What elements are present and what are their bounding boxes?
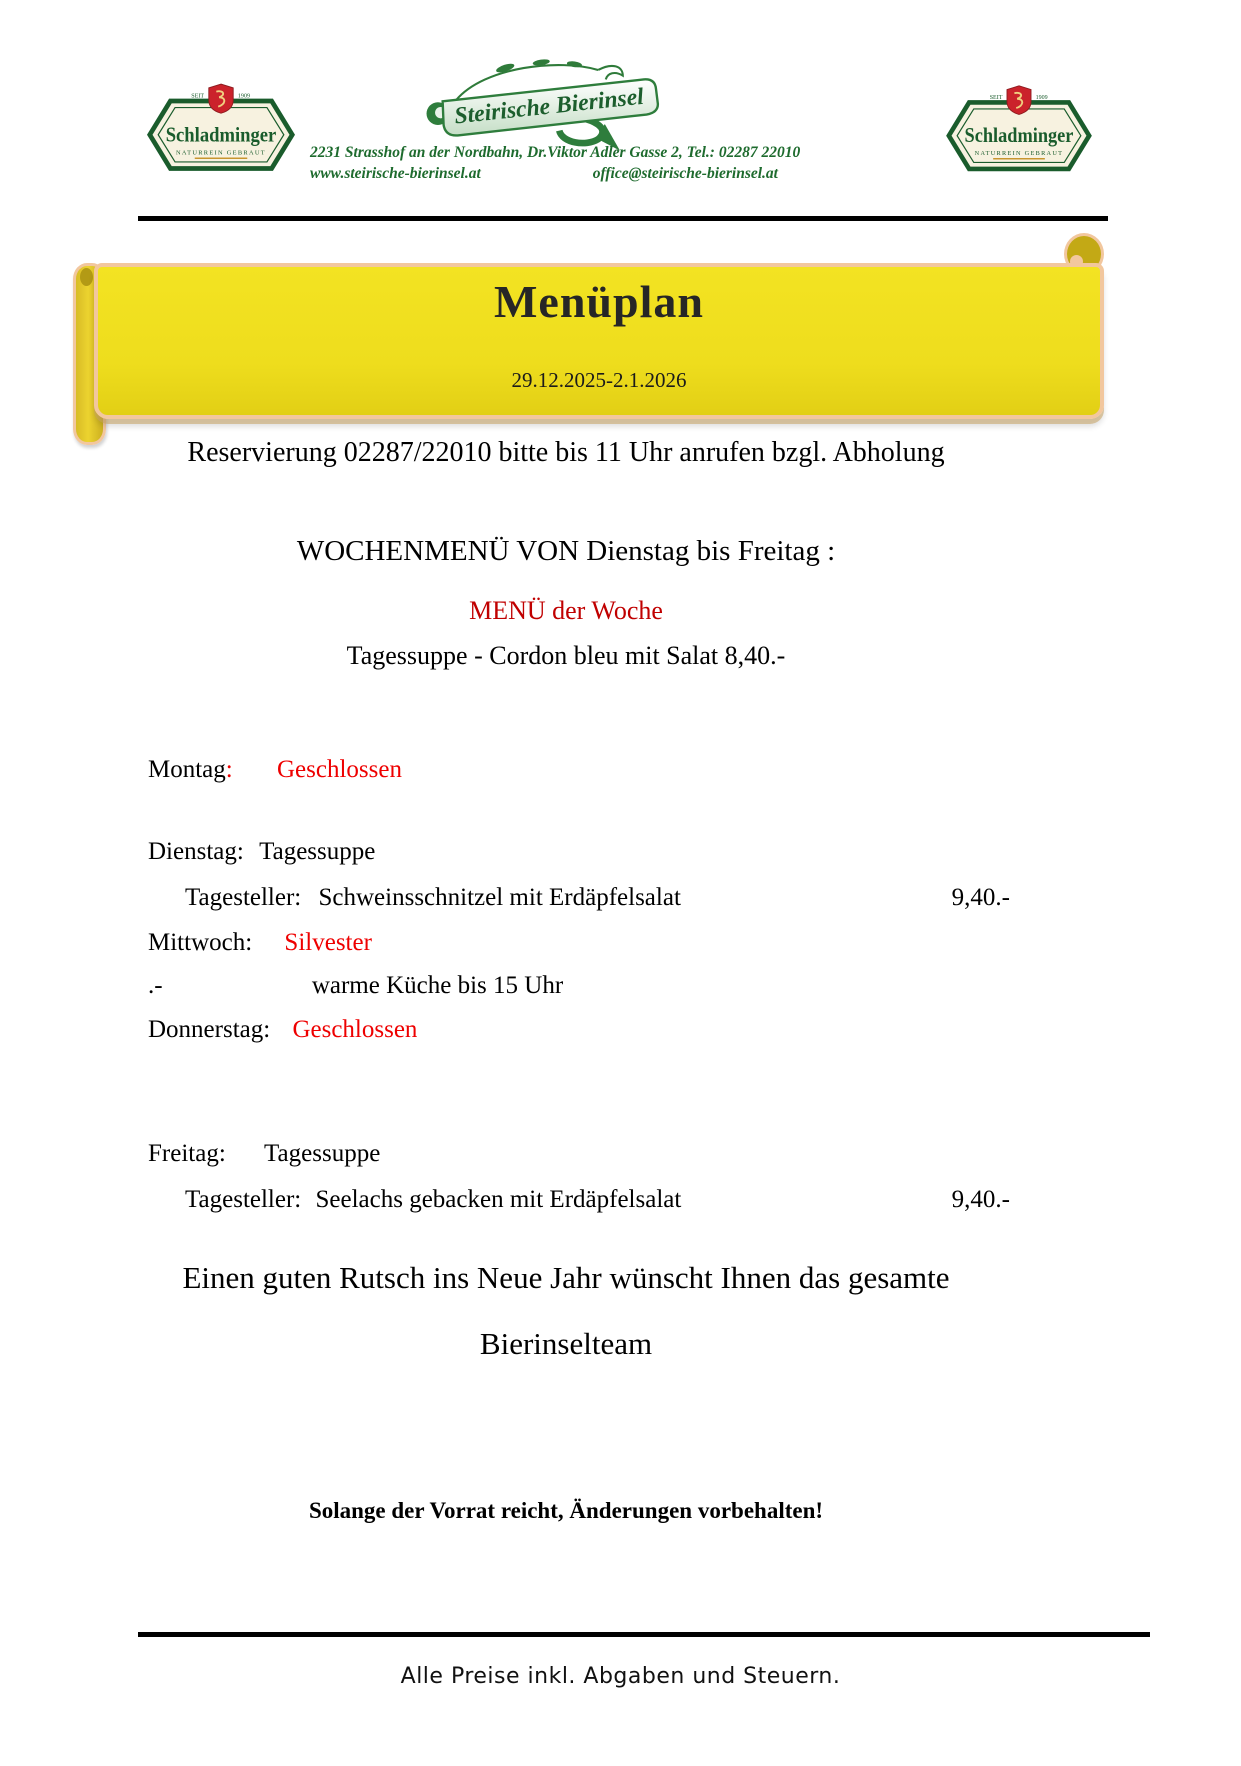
day-label: Montag: <box>148 756 233 783</box>
week-menu-subheading: MENÜ der Woche <box>469 596 663 625</box>
brand-name: Schladminger <box>964 123 1074 148</box>
day-dish: Tagessuppe <box>259 838 376 865</box>
schladminger-logo-right <box>944 84 1094 180</box>
crest-year-text: 1909 <box>1035 94 1048 101</box>
day-row-montag <box>122 756 1010 784</box>
dish-name: Schweinsschnitzel mit Erdäpfelsalat <box>318 884 681 911</box>
day-row-silvester-note <box>122 972 1010 1000</box>
website-text: www.steirische-bierinsel.at <box>310 165 481 182</box>
dish-price: 9,40.- <box>951 884 1010 911</box>
day-label: Dienstag: <box>148 838 244 865</box>
schladminger-logo-left <box>146 82 296 180</box>
note-text: warme Küche bis 15 Uhr <box>311 972 564 999</box>
reservation-note: Reservierung 02287/22010 bitte bis 11 Uhr anrufen bzgl. Abholung <box>187 437 945 468</box>
day-label: Freitag: <box>148 1140 226 1167</box>
ribbon-title-text: Steirische Bierinsel <box>453 83 645 130</box>
day-row-donnerstag <box>122 1016 1010 1044</box>
date-range: 29.12.2025-2.1.2026 <box>511 368 687 392</box>
day-row-freitag <box>122 1140 1010 1168</box>
day-status: Geschlossen <box>276 756 402 783</box>
dish-price: 9,40.- <box>951 1186 1010 1213</box>
brand-tagline: NATURREIN GEBRAUT <box>974 150 1064 158</box>
day-label: Mittwoch: <box>148 929 253 956</box>
day-status: Geschlossen <box>292 1016 418 1043</box>
email-text: office@steirische-bierinsel.at <box>592 165 778 182</box>
footer-note: Alle Preise inkl. Abgaben und Steuern. <box>400 1664 841 1689</box>
day-row-tagesteller-1 <box>122 884 1010 912</box>
day-dish: Tagessuppe <box>264 1140 381 1167</box>
brand-tagline: NATURREIN GEBRAUT <box>176 149 266 157</box>
week-menu-heading: WOCHENMENÜ VON Dienstag bis Freitag : <box>296 535 836 567</box>
disclaimer: Solange der Vorrat reicht, Änderungen vorbehalten! <box>308 1498 824 1523</box>
day-row-mittwoch <box>122 929 1010 957</box>
closing-line-1: Einen guten Rutsch ins Neue Jahr wünscht Ihnen das gesamte <box>182 1260 950 1295</box>
note-prefix: .- <box>148 972 163 999</box>
divider-top <box>138 216 1108 221</box>
page-title: Menüplan <box>494 276 704 327</box>
contact-block <box>310 144 801 183</box>
crest-seit-text: SEIT <box>989 94 1003 101</box>
day-row-dienstag <box>122 838 1010 866</box>
dish-label: Tagesteller: <box>185 1186 302 1213</box>
dish-label: Tagesteller: <box>185 884 302 911</box>
day-row-tagesteller-2 <box>122 1186 1010 1214</box>
address-line: 2231 Strasshof an der Nordbahn, Dr.Viktor Adler Gasse 2, Tel.: 02287 22010 <box>310 144 801 161</box>
week-menu-line: Tagessuppe - Cordon bleu mit Salat 8,40.- <box>346 641 786 670</box>
crest-year-text: 1909 <box>237 93 251 100</box>
menu-banner <box>94 263 1104 419</box>
closing-line-2: Bierinselteam <box>479 1326 653 1361</box>
schladminger-crest-icon <box>209 84 233 113</box>
dish-name: Seelachs gebacken mit Erdäpfelsalat <box>315 1186 682 1213</box>
divider-bottom <box>138 1632 1150 1637</box>
day-label: Donnerstag: <box>148 1016 271 1043</box>
schladminger-crest-icon <box>1007 86 1031 115</box>
day-status: Silvester <box>284 929 372 956</box>
bierinsel-ribbon-logo <box>418 56 674 156</box>
crest-seit-text: SEIT <box>191 93 205 100</box>
brand-name: Schladminger <box>165 122 277 147</box>
